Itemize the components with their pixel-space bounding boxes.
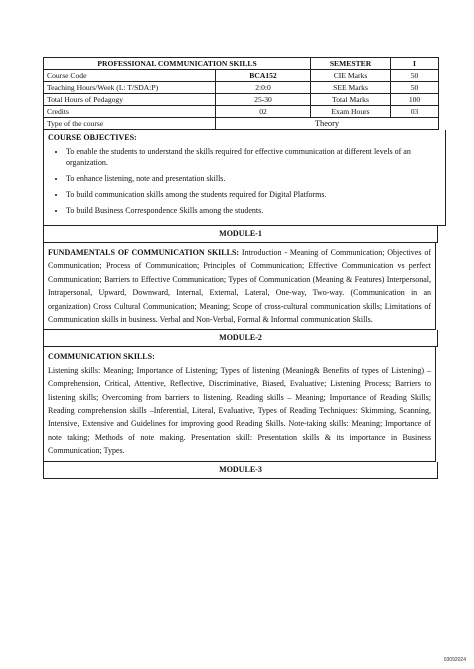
module-2-content — [43, 347, 436, 461]
credits-value: 02 — [216, 106, 311, 118]
pedagogy-hours-label: Total Hours of Pedagogy — [44, 94, 216, 106]
document-code: 03092024 — [443, 657, 466, 663]
teaching-hours-value: 2:0:0 — [216, 82, 311, 94]
exam-hours-label: Exam Hours — [311, 106, 391, 118]
see-marks-label: SEE Marks — [311, 82, 391, 94]
teaching-hours-label: Teaching Hours/Week (L: T/SDA:P) — [44, 82, 216, 94]
total-marks-value: 100 — [391, 94, 439, 106]
course-title-cell: PROFESSIONAL COMMUNICATION SKILLS — [44, 58, 311, 70]
table-row — [44, 82, 439, 94]
table-row — [44, 70, 439, 82]
course-details-table — [43, 57, 439, 130]
module-1-content — [43, 243, 436, 330]
semester-value: I — [391, 58, 439, 70]
syllabus-page — [43, 57, 438, 479]
course-code-label: Course Code — [44, 70, 216, 82]
course-code-value: BCA152 — [216, 70, 311, 82]
table-row — [44, 58, 439, 70]
list-item: • To enhance listening, note and presentation skills. — [66, 173, 441, 184]
course-type-value: Theory — [216, 118, 439, 130]
cie-marks-label: CIE Marks — [311, 70, 391, 82]
list-item: • To enable the students to understand the skills required for effective communication at different levels of an organization. — [66, 146, 441, 168]
course-type-label: Type of the course — [44, 118, 216, 130]
module-1-title: FUNDAMENTALS OF COMMUNICATION SKILLS: — [48, 248, 240, 257]
objectives-heading: COURSE OBJECTIVES: — [48, 133, 137, 142]
module-1-body: Introduction - Meaning of Communication; Objectives of Communication; Process of Communication; Principles of Communication; Effective Communication vs perfect Communication; Barriers to Effective Communication; Types of Communication (Meaning & Features) Interpersonal, Intrapersonal, Upward, Downward, Internal, External, Lateral, One-way, Two-way. (Communication in an organization) Cross Cultural Communication; Meaning; Scope of cross-cultural communication skills; Limitations of Communication skills in business. Verbal and Non-Verbal, Formal & Informal communication Skills. — [48, 248, 431, 325]
total-marks-label: Total Marks — [311, 94, 391, 106]
table-row — [44, 118, 439, 130]
see-marks-value: 50 — [391, 82, 439, 94]
exam-hours-value: 03 — [391, 106, 439, 118]
module-3-heading: MODULE-3 — [43, 462, 438, 479]
cie-marks-value: 50 — [391, 70, 439, 82]
semester-label: SEMESTER — [311, 58, 391, 70]
module-1-heading: MODULE-1 — [43, 226, 438, 243]
list-item: • To build Business Correspondence Skills among the students. — [66, 205, 441, 216]
module-2-body: Listening skills: Meaning; Importance of Listening; Types of listening (Meaning& Benefits of types of Listening) –Comprehension, Critical, Attentive, Reflective, Discriminative, Biased, Evaluative; Listening Process; Barriers to listening skills; Overcoming from barriers to listening. Reading skills – Meaning; Importance of Reading Skills; Reading comprehension skills –Inferential, Literal, Evaluative, Types of Reading Techniques: Skimming, Scanning, Intensive, Extensive and Guidelines for improving good Reading Skills. Note-taking skills: Meaning; Importance of note taking; Methods of note making. Presentation skill: Presentation skills & its importance in Business Communication; Types. — [48, 365, 431, 456]
table-row — [44, 106, 439, 118]
objectives-list — [48, 146, 441, 216]
module-2-title: COMMUNICATION SKILLS: — [48, 352, 155, 362]
list-item: • To build communication skills among the students required for Digital Platforms. — [66, 189, 441, 200]
course-objectives-section — [43, 130, 446, 226]
credits-label: Credits — [44, 106, 216, 118]
pedagogy-hours-value: 25-30 — [216, 94, 311, 106]
module-2-heading: MODULE-2 — [43, 330, 438, 347]
table-row — [44, 94, 439, 106]
